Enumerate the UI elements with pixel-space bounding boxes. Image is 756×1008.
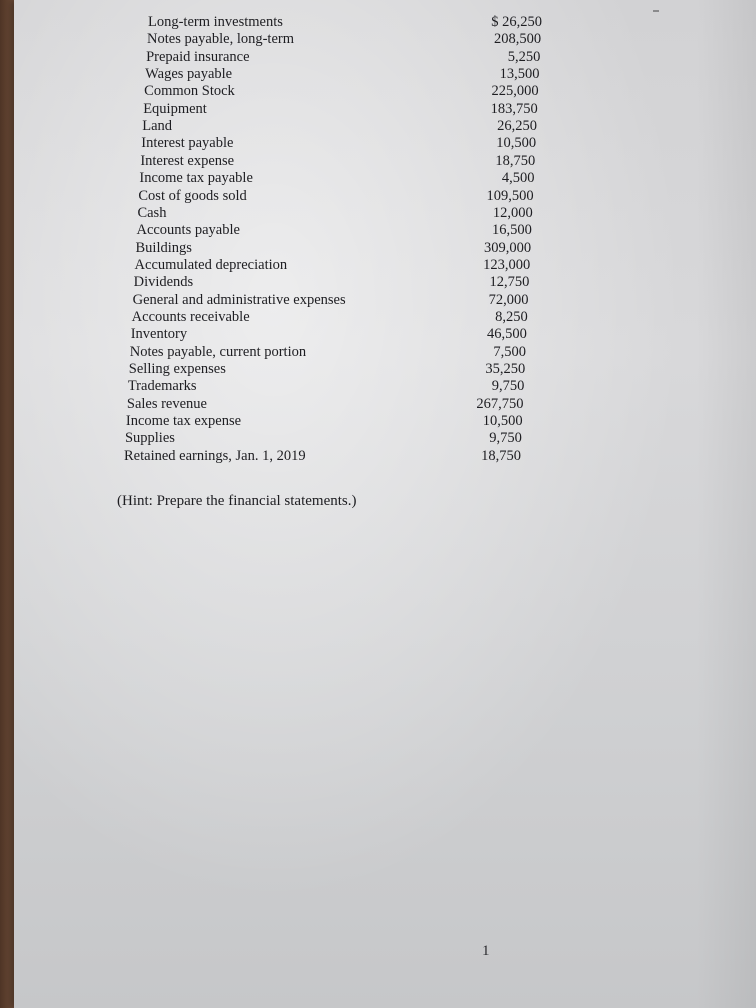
account-label: Supplies — [124, 430, 175, 447]
account-label: Long-term investments — [148, 14, 283, 30]
account-label: Dividends — [133, 274, 194, 291]
account-amount: 26,250 — [497, 118, 537, 135]
account-amount: 10,500 — [482, 413, 523, 430]
paper-sheet — [14, 0, 756, 1008]
account-amount: 4,500 — [501, 170, 535, 187]
account-amount: 16,500 — [492, 222, 532, 239]
account-label: Land — [142, 118, 173, 135]
account-amount: 225,000 — [491, 83, 539, 100]
account-label: Notes payable, current portion — [129, 343, 307, 360]
account-amount: 309,000 — [483, 239, 532, 256]
account-amount: 10,500 — [496, 135, 537, 152]
account-amount: 183,750 — [490, 100, 538, 117]
account-amount: 13,500 — [499, 66, 540, 83]
account-amount: 8,250 — [495, 308, 528, 325]
account-amount: 46,500 — [487, 326, 527, 343]
account-label: Income tax payable — [139, 170, 253, 187]
account-amount: 267,750 — [476, 395, 524, 412]
account-amount: 208,500 — [494, 31, 542, 48]
account-amount: 35,250 — [485, 361, 526, 377]
account-amount: 123,000 — [483, 256, 531, 273]
hint-text: (Hint: Prepare the financial statements.) — [117, 493, 357, 509]
account-amount: 5,250 — [507, 48, 541, 65]
account-label: Retained earnings, Jan. 1, 2019 — [124, 447, 306, 464]
account-label: Interest payable — [141, 135, 234, 152]
account-label: Sales revenue — [126, 395, 207, 412]
account-label: Common Stock — [144, 83, 235, 100]
account-amount: 109,500 — [486, 187, 534, 204]
account-amount: 18,750 — [495, 152, 536, 169]
account-label: Equipment — [143, 100, 207, 117]
account-label: Accounts payable — [136, 222, 240, 239]
account-amount: 12,000 — [492, 204, 533, 221]
account-amount: 9,750 — [489, 430, 522, 447]
account-amount: 72,000 — [488, 291, 529, 308]
account-amount: 18,750 — [481, 447, 521, 464]
account-label: Prepaid insurance — [146, 48, 250, 65]
account-label: Accumulated depreciation — [134, 256, 288, 273]
account-amount: 12,750 — [489, 274, 530, 291]
account-label: Cash — [137, 204, 167, 221]
account-label: Buildings — [135, 239, 192, 256]
account-label: Interest expense — [140, 152, 235, 169]
account-label: Inventory — [130, 326, 188, 343]
account-label: Trademarks — [127, 378, 197, 395]
account-label: Income tax expense — [125, 413, 242, 430]
account-amount: 9,750 — [491, 378, 525, 395]
account-label: Wages payable — [145, 66, 233, 83]
account-amount: $ 26,250 — [491, 14, 542, 30]
account-label: Notes payable, long-term — [147, 31, 294, 48]
page-number: 1 — [482, 943, 490, 959]
account-label: Accounts receivable — [131, 308, 250, 325]
account-label: Selling expenses — [128, 361, 226, 377]
account-label: General and administrative expenses — [132, 291, 346, 308]
account-amount: 7,500 — [493, 343, 527, 360]
account-label: Cost of goods sold — [138, 187, 247, 204]
